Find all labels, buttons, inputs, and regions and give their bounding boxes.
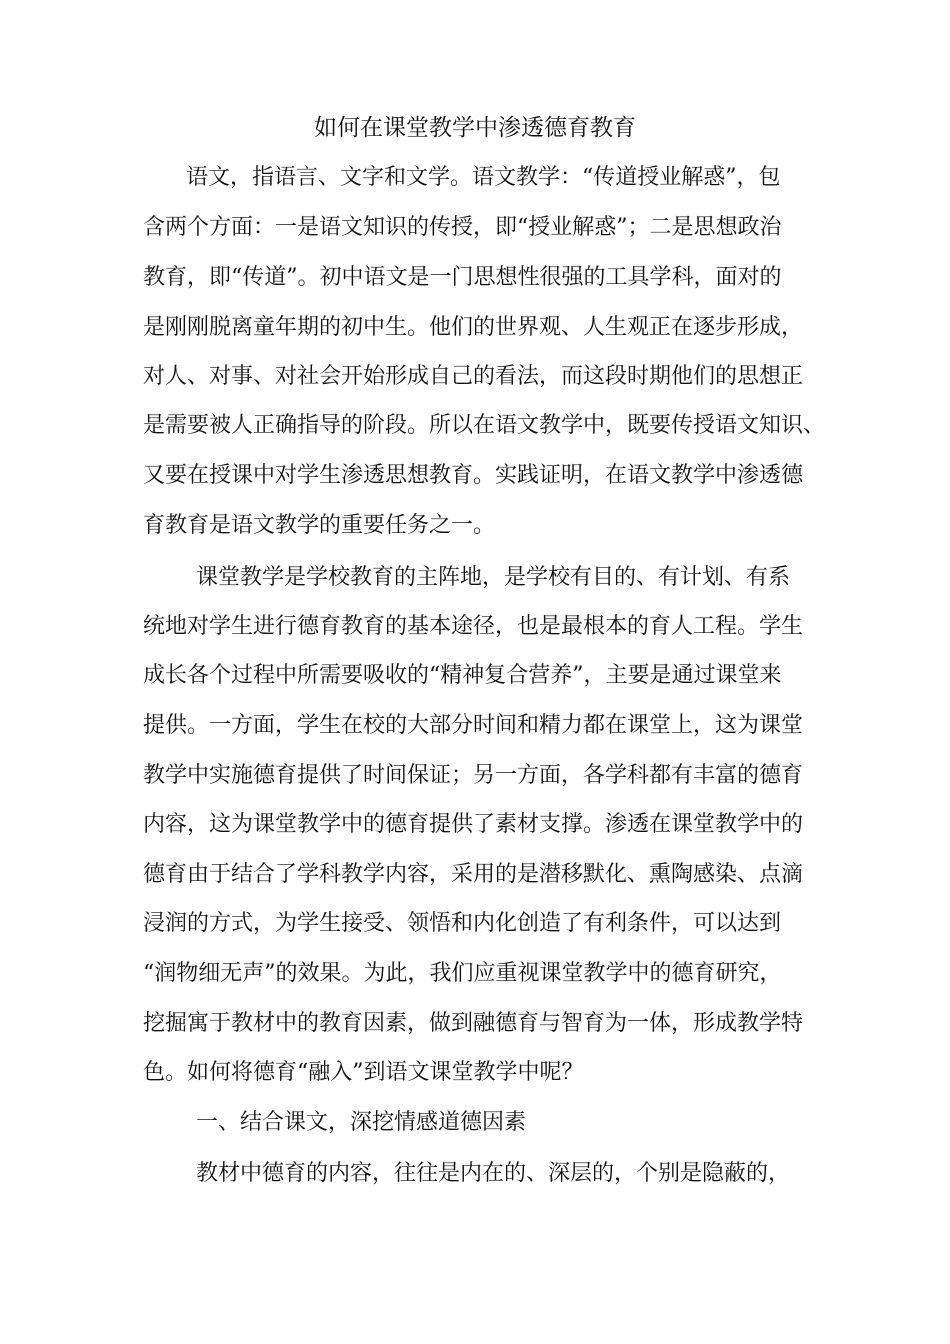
paragraph-line: 含两个方面：一是语文知识的传授，即“授业解惑”；二是思想政治 (143, 215, 782, 240)
paragraph-line: 成长各个过程中所需要吸收的“精神复合营养”，主要是通过课堂来 (143, 663, 782, 688)
paragraph-line: 挖掘寓于教材中的教育因素，做到融德育与智育为一体，形成教学特 (143, 1011, 804, 1036)
paragraph-line: 教材中德育的内容，往往是内在的、深层的，个别是隐蔽的， (196, 1161, 791, 1186)
paragraph-line: 育教育是语文教学的重要任务之一。 (143, 513, 496, 538)
paragraph-line: 是需要被人正确指导的阶段。所以在语文教学中，既要传授语文知识、 (143, 413, 826, 438)
paragraph-line: 德育由于结合了学科教学内容，采用的是潜移默化、熏陶感染、点滴 (143, 862, 804, 887)
paragraph-line: 课堂教学是学校教育的主阵地，是学校有目的、有计划、有系 (196, 565, 791, 590)
paragraph-line: 浸润的方式，为学生接受、领悟和内化创造了有利条件，可以达到 (143, 911, 782, 936)
paragraph-line: 提供。一方面，学生在校的大部分时间和精力都在课堂上，这为课堂 (143, 713, 804, 738)
paragraph-line: 教学中实施德育提供了时间保证；另一方面，各学科都有丰富的德育 (143, 763, 804, 788)
paragraph-line: 内容，这为课堂教学中的德育提供了素材支撑。渗透在课堂教学中的 (143, 812, 804, 837)
paragraph-line: 又要在授课中对学生渗透思想教育。实践证明，在语文教学中渗透德 (143, 463, 804, 488)
paragraph-line: 教育，即“传道”。初中语文是一门思想性很强的工具学科，面对的 (143, 265, 782, 290)
paragraph-line: 对人、对事、对社会开始形成自己的看法，而这段时期他们的思想正 (143, 364, 804, 389)
paragraph-line: “润物细无声”的效果。为此，我们应重视课堂教学中的德育研究， (143, 961, 782, 986)
section-heading: 一、结合课文，深挖情感道德因素 (196, 1110, 527, 1135)
paragraph-line: 是刚刚脱离童年期的初中生。他们的世界观、人生观正在逐步形成， (143, 315, 804, 340)
paragraph-line: 色。如何将德育“融入”到语文课堂教学中呢？ (143, 1060, 584, 1085)
paragraph-line: 统地对学生进行德育教育的基本途径，也是最根本的育人工程。学生 (143, 614, 804, 639)
document-title: 如何在课堂教学中渗透德育教育 (314, 115, 636, 141)
paragraph-line: 语文，指语言、文字和文学。语文教学：“传道授业解惑”，包 (186, 165, 781, 190)
